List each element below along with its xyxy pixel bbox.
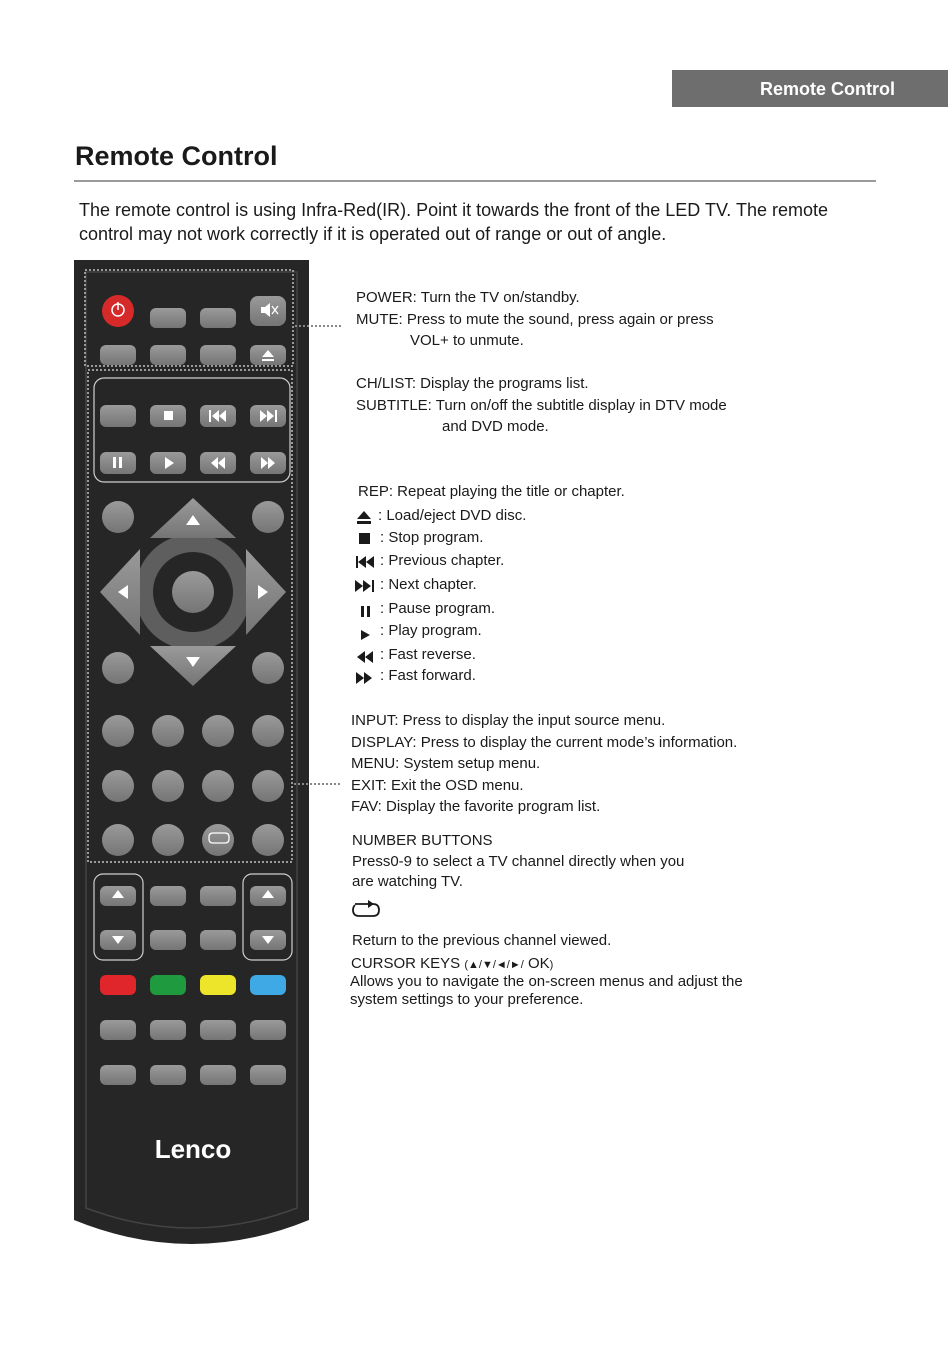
input-menu-description bbox=[351, 710, 737, 818]
input-desc: INPUT: Press to display the input source menu. bbox=[351, 712, 666, 729]
remote-control-illustration bbox=[72, 258, 352, 1258]
number-title: NUMBER BUTTONS bbox=[352, 832, 493, 849]
subtitle-desc-1: SUBTITLE: Turn on/off the subtitle display in DTV mode bbox=[356, 396, 727, 414]
blue-button bbox=[250, 975, 286, 995]
mute-desc-2: VOL+ to unmute. bbox=[410, 332, 524, 349]
cursor-description bbox=[350, 973, 743, 1009]
stop-icon bbox=[354, 531, 376, 547]
rew-desc: : Fast reverse. bbox=[380, 646, 476, 663]
button-r1-3 bbox=[200, 308, 236, 328]
brand-logo: Lenco bbox=[154, 1134, 232, 1164]
power-mute-description bbox=[356, 287, 714, 352]
red-button bbox=[100, 975, 136, 995]
return-desc: Return to the previous channel viewed. bbox=[352, 932, 612, 949]
eject-desc: : Load/eject DVD disc. bbox=[378, 507, 527, 524]
intro-line-1: The remote control is using Infra-Red(IR). Point it towards the front of the LED TV. The remote bbox=[79, 200, 829, 220]
subtitle-desc-2: and DVD mode. bbox=[442, 418, 549, 435]
power-desc: POWER: Turn the TV on/standby. bbox=[356, 289, 580, 306]
cursor-desc-2: system settings to your preference. bbox=[350, 991, 584, 1008]
number-desc-1: Press0-9 to select a TV channel directly when you bbox=[352, 853, 685, 870]
number-description bbox=[352, 852, 684, 892]
return-icon bbox=[348, 899, 382, 921]
previous-chapter-icon bbox=[354, 554, 376, 570]
ok-key bbox=[172, 571, 214, 613]
header-tab: Remote Control bbox=[672, 70, 948, 107]
chlist-subtitle-description bbox=[356, 373, 727, 438]
cursor-desc-1: Allows you to navigate the on-screen menus and adjust the bbox=[350, 973, 743, 990]
pause-desc: : Pause program. bbox=[380, 600, 496, 617]
next-desc: : Next chapter. bbox=[380, 576, 477, 593]
pause-button bbox=[100, 452, 136, 474]
button-r1-2 bbox=[150, 308, 186, 328]
play-icon bbox=[354, 626, 376, 642]
green-button bbox=[150, 975, 186, 995]
next-chapter-icon bbox=[354, 578, 376, 594]
page-title: Remote Control bbox=[75, 141, 278, 171]
rep-desc: REP: Repeat playing the title or chapter. bbox=[358, 483, 625, 500]
title-divider bbox=[74, 180, 876, 182]
play-desc: : Play program. bbox=[380, 622, 482, 639]
cursor-key-symbols: (▲/▼/◄/►/ bbox=[464, 959, 524, 971]
mute-desc-1: MUTE: Press to mute the sound, press again or press bbox=[356, 310, 714, 328]
chlist-desc: CH/LIST: Display the programs list. bbox=[356, 375, 589, 392]
yellow-button bbox=[200, 975, 236, 995]
menu-desc: MENU: System setup menu. bbox=[351, 755, 541, 772]
intro-line-2: control may not work correctly if it is operated out of range or out of angle. bbox=[79, 224, 667, 244]
number-desc-2: are watching TV. bbox=[352, 873, 463, 890]
fast-reverse-icon bbox=[354, 648, 376, 664]
fast-forward-icon bbox=[354, 669, 376, 685]
cursor-ok-label: OK bbox=[523, 955, 550, 972]
intro-paragraph bbox=[79, 198, 884, 246]
ff-desc: : Fast forward. bbox=[380, 667, 476, 684]
cursor-close: ) bbox=[549, 959, 554, 971]
power-button bbox=[102, 295, 134, 327]
pause-icon bbox=[354, 603, 376, 619]
fav-desc: FAV: Display the favorite program list. bbox=[351, 798, 601, 815]
exit-desc: EXIT: Exit the OSD menu. bbox=[351, 776, 524, 794]
stop-desc: : Stop program. bbox=[380, 529, 484, 546]
cursor-title-text: CURSOR KEYS bbox=[351, 955, 461, 972]
prev-desc: : Previous chapter. bbox=[380, 552, 505, 569]
eject-icon bbox=[354, 509, 376, 525]
display-desc: DISPLAY: Press to display the current mode’s information. bbox=[351, 733, 738, 751]
